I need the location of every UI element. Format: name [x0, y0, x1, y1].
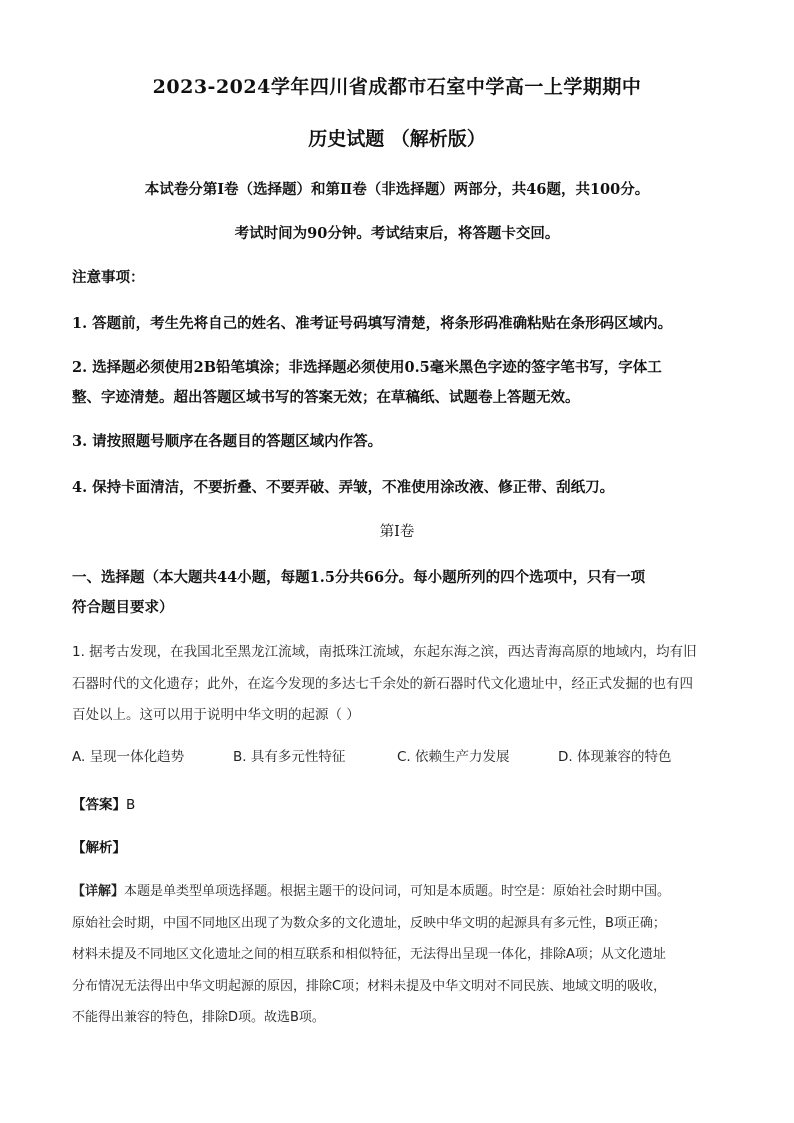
part-heading-line-1: 一、选择题（本大题共44小题，每题1.5分共66分。每小题所列的四个选项中，只有一项	[72, 569, 646, 586]
answer-value: B	[126, 797, 136, 813]
intro-line-1: 本试卷分第Ⅰ卷（选择题）和第Ⅱ卷（非选择题）两部分，共46题，共100分。	[144, 181, 650, 198]
question-1-line-3: 百处以上。这可以用于说明中华文明的起源（ ）	[72, 707, 360, 723]
answer-label: 【答案】	[72, 797, 126, 813]
detail-line-4: 分布情况无法得出中华文明起源的原因，排除C项；材料未提及中华文明对不同民族、地域文明的吸收，	[72, 978, 667, 994]
option-b: B. 具有多元性特征	[233, 749, 346, 765]
note-item-2-cont: 整、字迹清楚。超出答题区域书写的答案无效；在草稿纸、试题卷上答题无效。	[72, 389, 580, 406]
question-1-line-1: 1. 据考古发现，在我国北至黑龙江流域，南抵珠江流域，东起东海之滨，西达青海高原的地域内，均有旧	[72, 644, 697, 660]
analysis-heading	[72, 836, 126, 856]
section-name: 第Ⅰ卷	[379, 524, 415, 540]
question-1-line-2: 石器时代的文化遗存；此外，在迄今发现的多达七千余处的新石器时代文化遗址中，经正式发掘的也有四	[72, 676, 693, 692]
option-c: C. 依赖生产力发展	[397, 749, 510, 765]
detail-block	[72, 876, 722, 1034]
document-title: 2023-2024学年四川省成都市石室中学高一上学期期中	[152, 76, 642, 98]
note-item-1: 1. 答题前，考生先将自己的姓名、准考证号码填写清楚，将条形码准确粘贴在条形码区域内。	[72, 315, 673, 332]
part-heading-line-2: 符合题目要求）	[72, 599, 174, 616]
notes-heading: 注意事项：	[72, 269, 145, 286]
detail-line-1: 【详解】本题是单类型单项选择题。根据主题干的设问词，可知是本质题。时空是：原始社会时期中国。	[72, 884, 671, 899]
detail-line-2: 原始社会时期，中国不同地区出现了为数众多的文化遗址，反映中华文明的起源具有多元性，B项正确；	[72, 915, 666, 931]
question-1-options	[72, 745, 722, 767]
document-subtitle: 历史试题 （解析版）	[308, 128, 486, 150]
note-item-4: 4. 保持卡面清洁，不要折叠、不要弄破、弄皱，不准使用涂改液、修正带、刮纸刀。	[72, 479, 615, 496]
detail-line-3: 材料未提及不同地区文化遗址之间的相互联系和相似特征，无法得出呈现一体化，排除A项；从文化遗址	[72, 947, 666, 962]
detail-label: 【详解】	[72, 884, 125, 899]
option-a: A. 呈现一体化趋势	[72, 749, 185, 765]
note-item-2: 2. 选择题必须使用2B铅笔填涂；非选择题必须使用0.5毫米黑色字迹的签字笔书写，字体工	[72, 359, 662, 376]
option-d: D. 体现兼容的特色	[558, 749, 672, 765]
note-item-3: 3. 请按照题号顺序在各题目的答题区域内作答。	[72, 433, 383, 450]
answer-line	[72, 793, 135, 813]
detail-line-5: 不能得出兼容的特色，排除D项。故选B项。	[72, 1010, 325, 1025]
intro-line-2: 考试时间为90分钟。考试结束后，将答题卡交回。	[234, 225, 560, 242]
analysis-label: 【解析】	[72, 840, 126, 856]
